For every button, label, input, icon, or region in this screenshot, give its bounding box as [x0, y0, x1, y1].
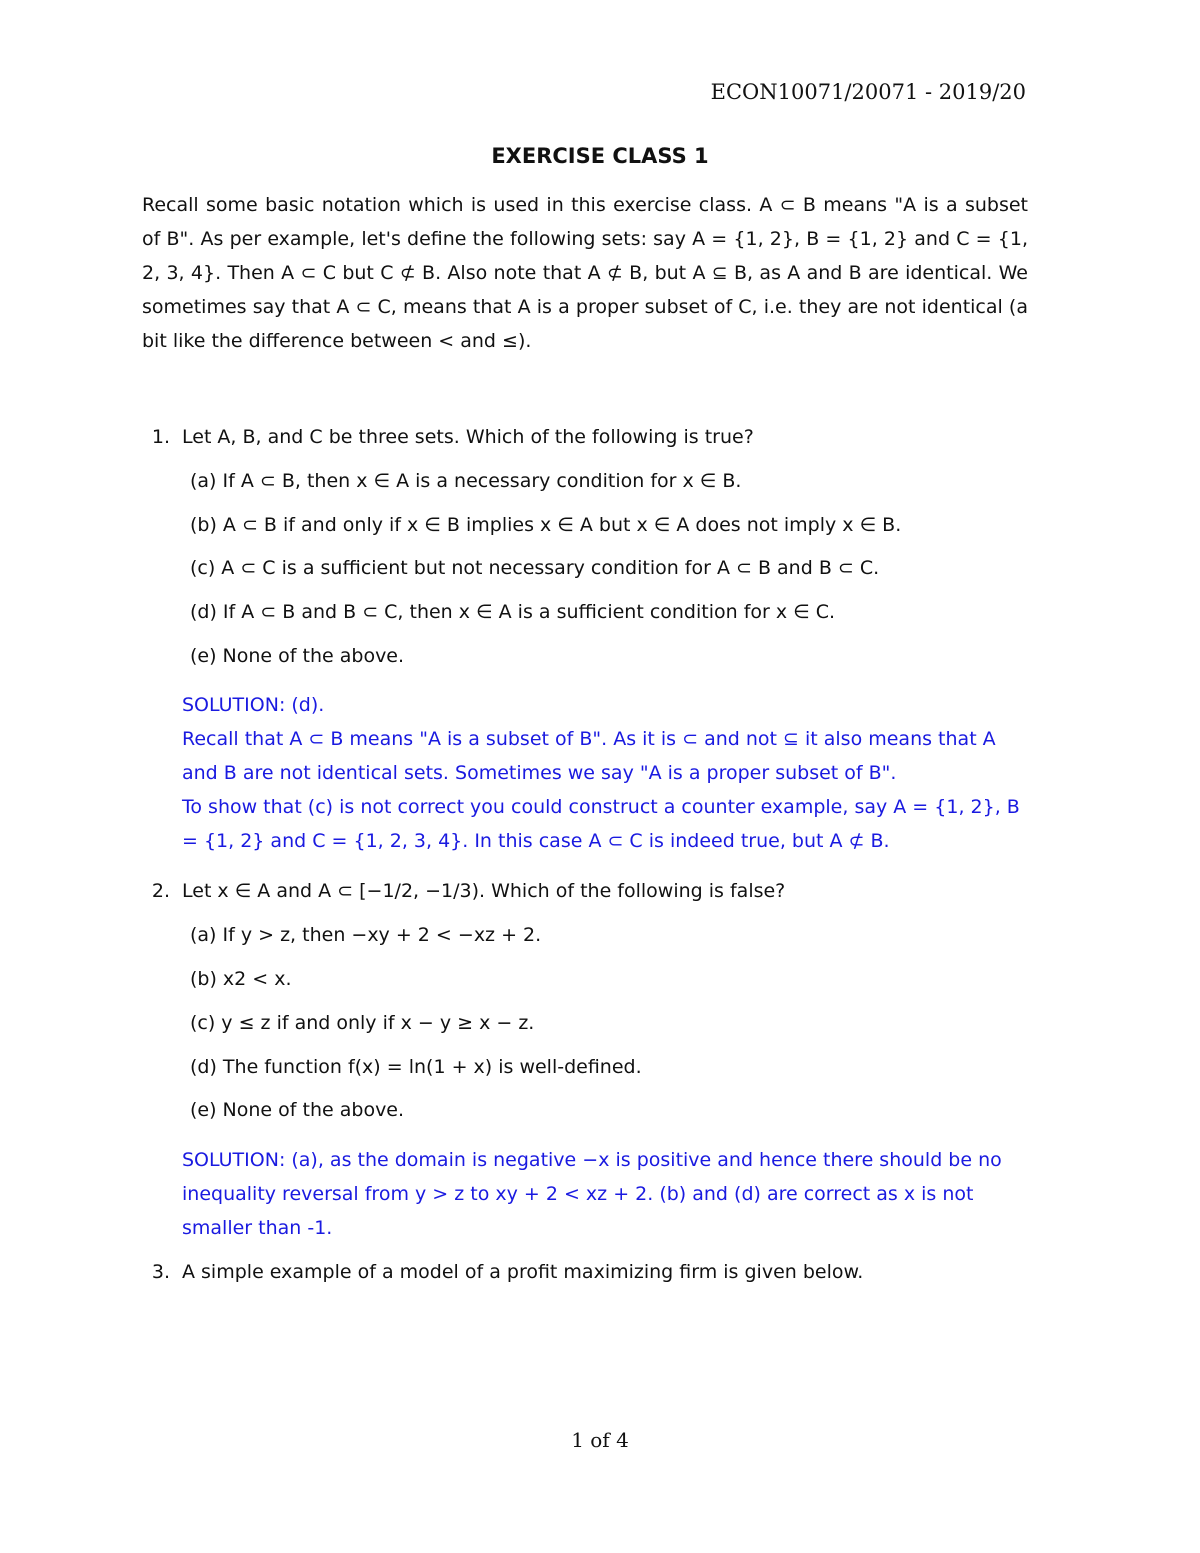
option-2b: (b) x2 < x.: [190, 968, 292, 990]
solution-line: To show that (c) is not correct you could construct a counter example, say A = {1, 2}, B = {1, 2} and C = {1, 2, 3, 4}. In this case A ⊂ C is indeed true, but A ⊄ B.: [182, 796, 1020, 852]
solution-line: SOLUTION: (a), as the domain is negative −x is positive and hence there should be no inequality reversal from y > z to xy + 2 < xz + 2. (b) and (d) are correct as x is not smaller than -1.: [182, 1149, 1002, 1239]
question-text: Let x ∈ A and A ⊂ [−1/2, −1/3). Which of the following is false?: [182, 880, 786, 902]
course-header: ECON10071/20071 - 2019/20: [710, 80, 1026, 104]
option-2e: (e) None of the above.: [190, 1099, 405, 1121]
intro-paragraph: Recall some basic notation which is used in this exercise class. A ⊂ B means "A is a subset of B". As per example, let's define the following sets: say A = {1, 2}, B = {1, 2} and C = {1, 2, 3, 4}. Then A ⊂ C but C ⊄ B. Also note that A ⊄ B, but A ⊆ B, as A and B are identical. We sometimes say that A ⊂ C, means that A is a proper subset of C, i.e. they are not identical (a bit like the difference between < and ≤).: [142, 194, 1028, 352]
option-1a: (a) If A ⊂ B, then x ∈ A is a necessary condition for x ∈ B.: [190, 470, 742, 492]
solution-1: [182, 688, 1030, 858]
solution-line: SOLUTION: (d).: [182, 694, 325, 716]
option-2a: (a) If y > z, then −xy + 2 < −xz + 2.: [190, 924, 542, 946]
question-number: 1.: [151, 426, 170, 448]
question-text: A simple example of a model of a profit maximizing firm is given below.: [182, 1261, 864, 1283]
option-1d: (d) If A ⊂ B and B ⊂ C, then x ∈ A is a sufficient condition for x ∈ C.: [190, 601, 836, 623]
option-2c: (c) y ≤ z if and only if x − y ≥ x − z.: [190, 1012, 535, 1034]
option-1e: (e) None of the above.: [190, 645, 405, 667]
question-number: 3.: [151, 1261, 170, 1283]
solution-line: Recall that A ⊂ B means "A is a subset of B". As it is ⊂ and not ⊆ it also means that A and B are not identical sets. Sometimes we say "A is a proper subset of B".: [182, 728, 996, 784]
option-2d: (d) The function f(x) = ln(1 + x) is well-defined.: [190, 1056, 642, 1078]
option-1b: (b) A ⊂ B if and only if x ∈ B implies x ∈ A but x ∈ A does not imply x ∈ B.: [190, 514, 902, 536]
page-number: 1 of 4: [571, 1428, 629, 1452]
question-text: Let A, B, and C be three sets. Which of the following is true?: [182, 426, 754, 448]
question-number: 2.: [151, 880, 170, 902]
solution-2: [182, 1143, 1030, 1245]
option-1c: (c) A ⊂ C is a sufficient but not necessary condition for A ⊂ B and B ⊂ C.: [190, 557, 880, 579]
page-title: EXERCISE CLASS 1: [491, 144, 709, 168]
